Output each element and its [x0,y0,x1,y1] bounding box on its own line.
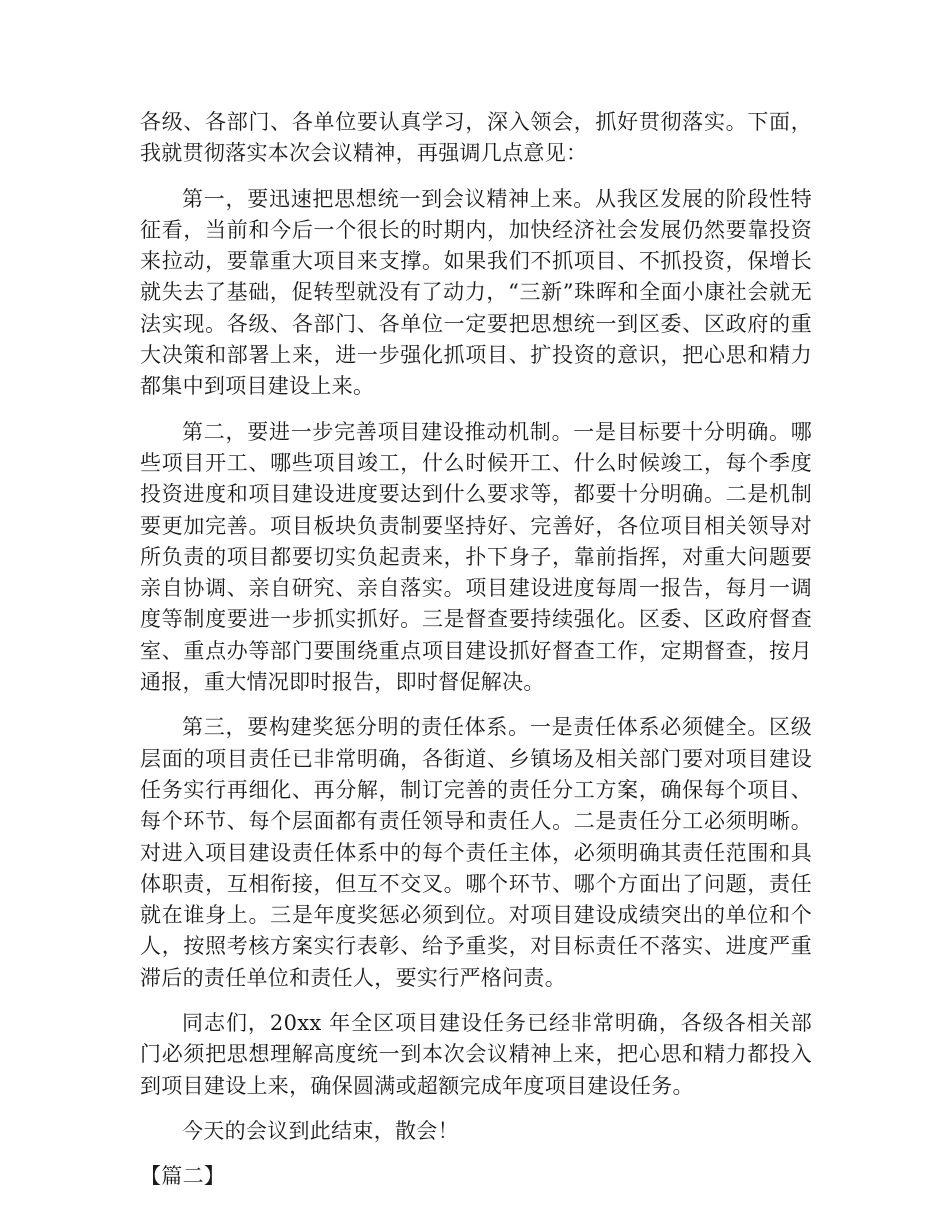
paragraph-first-point: 第一，要迅速把思想统一到会议精神上来。从我区发展的阶段性特征看，当前和今后一个很长的时期内，加快经济社会发展仍然要靠投资来拉动，要靠重大项目来支撑。如果我们不抓项目、不抓投资，保增长就失去了基础，促转型就没有了动力，“三新”珠晖和全面小康社会就无法实现。各级、各部门、各单位一定要把思想统一到区委、区政府的重大决策和部署上来，进一步强化抓项目、扩投资的意识，把心思和精力都集中到项目建设上来。 [140,186,812,399]
paragraph-third-point: 第三，要构建奖惩分明的责任体系。一是责任体系必须健全。区级层面的项目责任已非常明确，各街道、乡镇场及相关部门要对项目建设任务实行再细化、再分解，制订完善的责任分工方案，确保每个项目、每个环节、每个层面都有责任领导和责任人。二是责任分工必须明晰。对进入项目建设责任体系中的每个责任主体，必须明确其责任范围和具体职责，互相衔接，但互不交叉。哪个环节、哪个方面出了问题，责任就在谁身上。三是年度奖惩必须到位。对项目建设成绩突出的单位和个人，按照考核方案实行表彰、给予重奖，对目标责任不落实、进度严重滞后的责任单位和责任人，要实行严格问责。 [140,715,812,990]
paragraph-second-point: 第二，要进一步完善项目建设推动机制。一是目标要十分明确。哪些项目开工、哪些项目竣工，什么时候开工、什么时候竣工，每个季度投资进度和项目建设进度要达到什么要求等，都要十分明确。二是机制要更加完善。项目板块负责制要坚持好、完善好，各位项目相关领导对所负责的项目都要切实负起责来，扑下身子，靠前指挥，对重大问题要亲自协调、亲自研究、亲自落实。项目建设进度每周一报告，每月一调度等制度要进一步抓实抓好。三是督查要持续强化。区委、区政府督查室、重点办等部门要围绕重点项目建设抓好督查工作，定期督查，按月通报，重大情况即时报告，即时督促解决。 [140,419,812,695]
paragraph-meeting-end: 今天的会议到此结束，散会！ [182,1118,459,1143]
document-body [140,107,812,1193]
section-heading: 【篇二】 [140,1164,226,1189]
paragraph-intro: 各级、各部门、各单位要认真学习，深入领会，抓好贯彻落实。下面，我就贯彻落实本次会议精神，再强调几点意见： [140,110,812,166]
paragraph-closing-remarks: 同志们，20xx 年全区项目建设任务已经非常明确，各级各相关部门必须把思想理解高度统一到本次会议精神上来，把心思和精力都投入到项目建设上来，确保圆满或超额完成年度项目建设任务。 [140,1011,812,1098]
